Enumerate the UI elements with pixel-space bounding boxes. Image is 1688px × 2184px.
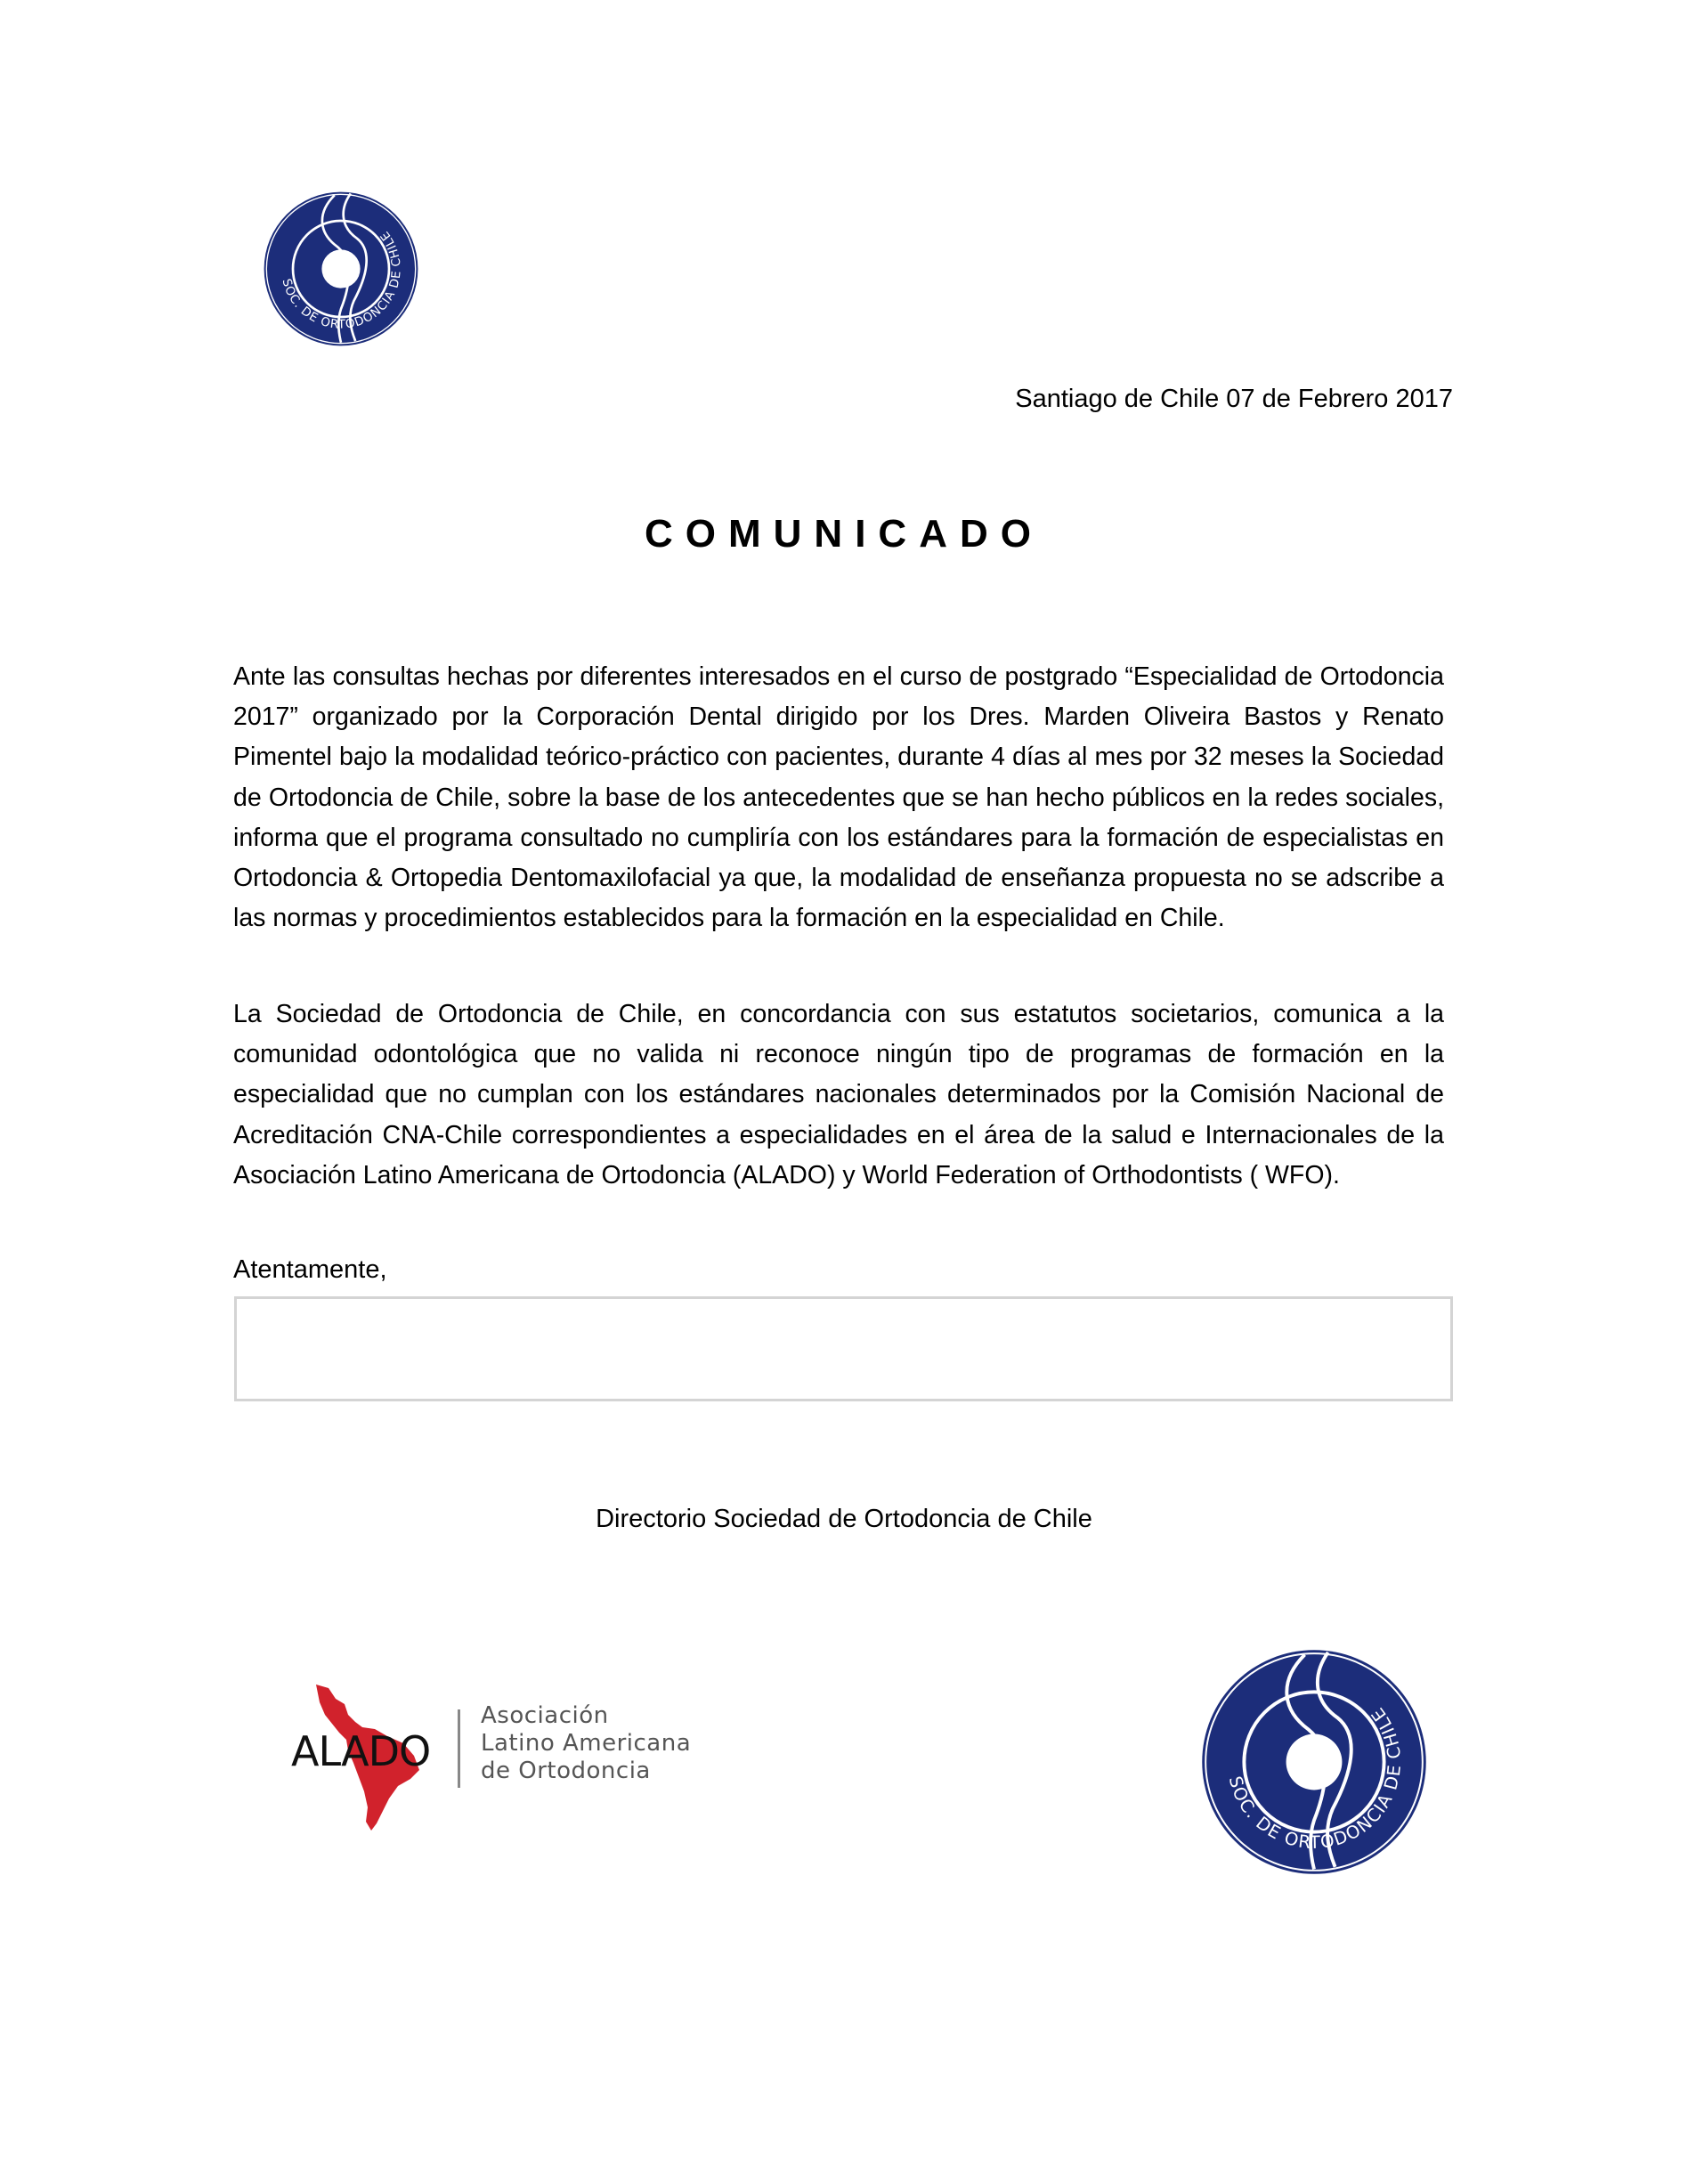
closing-salutation: Atentamente, bbox=[233, 1255, 387, 1284]
soc-ortodoncia-logo-top bbox=[261, 189, 421, 349]
alado-line-1: Asociación bbox=[481, 1702, 609, 1729]
logo-ring-text: SOC. DE ORTODONCIA DE CHILE bbox=[279, 228, 404, 332]
logo-center-dot bbox=[321, 249, 360, 288]
alado-line-3: de Ortodoncia bbox=[481, 1758, 651, 1784]
alado-logo bbox=[289, 1674, 699, 1834]
document-date: Santiago de Chile 07 de Febrero 2017 bbox=[1015, 385, 1453, 413]
body-paragraph-1: Ante las consultas hechas por diferentes interesados en el curso de postgrado “Especialidad de Ortodoncia 2017” organizado por la Corporación Dental dirigido por los Dres. Marden Oliveira Bastos y Renato Pimentel bajo la modalidad teórico-práctico con pacientes, durante 4 días al mes por 32 meses la Sociedad de Ortodoncia de Chile, sobre la base de los antecedentes que se han hecho públicos en la redes sociales, informa que el programa consultado no cumpliría con los estándares para la formación de especialistas en Ortodoncia & Ortopedia Dentomaxilofacial ya que, la modalidad de enseñanza propuesta no se adscribe a las normas y procedimientos establecidos para la formación en la especialidad en Chile. bbox=[233, 662, 1444, 933]
signatory: Directorio Sociedad de Ortodoncia de Chile bbox=[596, 1505, 1092, 1533]
logo-center-dot bbox=[1286, 1734, 1343, 1790]
body-paragraph-2: La Sociedad de Ortodoncia de Chile, en concordancia con sus estatutos societarios, comunica a la comunidad odontológica que no valida ni reconoce ningún tipo de programas de formación en la especialidad que no cumplan con los estándares nacionales determinados por la Comisión Nacional de Acreditación CNA-Chile correspondientes a especialidades en el área de la salud e Internacionales de la Asociación Latino Americana de Ortodoncia (ALADO) y World Federation of Orthodontists ( WFO). bbox=[233, 1000, 1444, 1189]
signature-box bbox=[234, 1296, 1453, 1401]
soc-ortodoncia-logo-bottom bbox=[1197, 1645, 1431, 1879]
alado-divider bbox=[458, 1709, 460, 1788]
alado-mark-text: ALADO bbox=[291, 1727, 431, 1775]
alado-wordmark bbox=[481, 1702, 691, 1785]
alado-line-2: Latino Americana bbox=[481, 1730, 692, 1757]
document-title: COMUNICADO bbox=[645, 512, 1043, 556]
logo-ring-text: SOC. DE ORTODONCIA DE CHILE bbox=[1224, 1702, 1406, 1854]
